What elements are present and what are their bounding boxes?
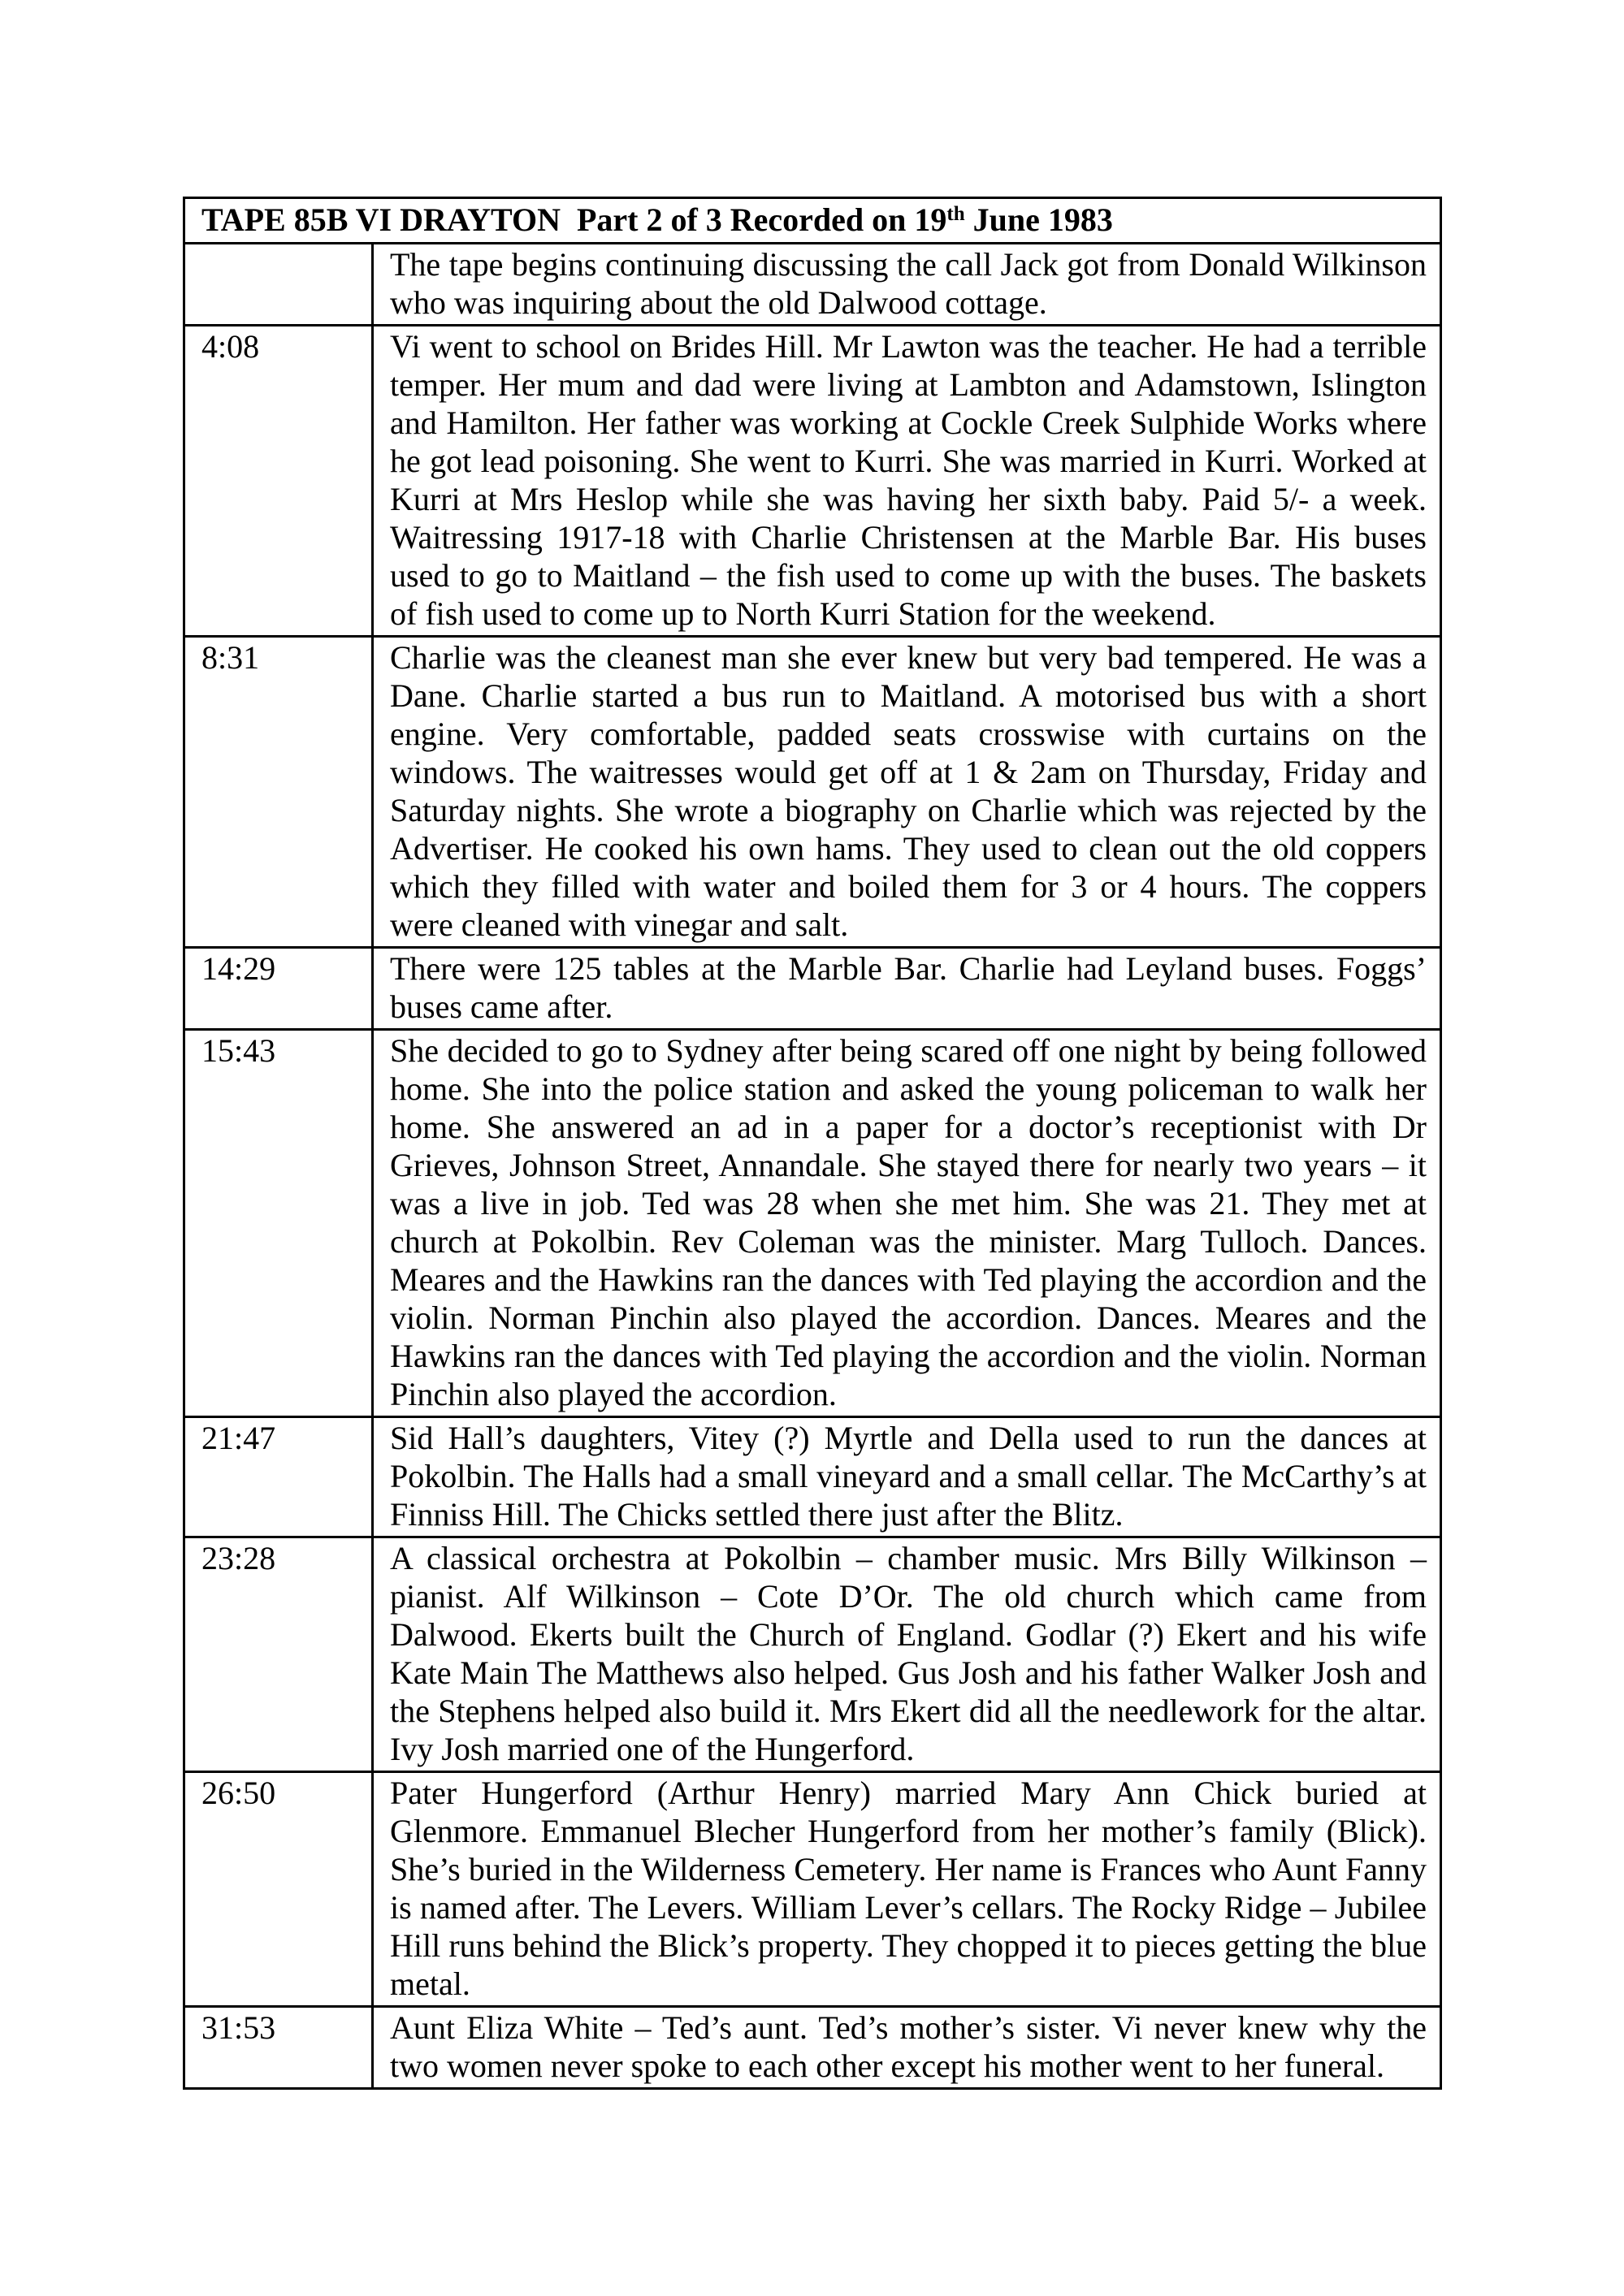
transcript-table <box>183 197 1442 2090</box>
text-cell: Pater Hungerford (Arthur Henry) married Mary Ann Chick buried at Glenmore. Emmanuel Blecher Hungerford from her mother’s family (Blick). She’s buried in the Wilderness Cemetery. Her name is Frances who Aunt Fanny is named after. The Levers. William Lever’s cellars. The Rocky Ridge – Jubilee Hill runs behind the Blick’s property. They chopped it to pieces getting the blue metal. <box>373 1772 1441 2007</box>
timestamp-cell: 26:50 <box>184 1772 373 2007</box>
timestamp-cell: 15:43 <box>184 1030 373 1417</box>
table-row <box>184 948 1441 1030</box>
table-row <box>184 1030 1441 1417</box>
text-cell: Vi went to school on Brides Hill. Mr Lawton was the teacher. He had a terrible temper. Her mum and dad were living at Lambton and Adamstown, Islington and Hamilton. Her father was working at Cockle Creek Sulphide Works where he got lead poisoning. She went to Kurri. She was married in Kurri. Worked at Kurri at Mrs Heslop while she was having her sixth baby. Paid 5/- a week. Waitressing 1917-18 with Charlie Christensen at the Marble Bar. His buses used to go to Maitland – the fish used to come up with the buses. The baskets of fish used to come up to North Kurri Station for the weekend. <box>373 326 1441 637</box>
timestamp-cell: 14:29 <box>184 948 373 1030</box>
text-cell: The tape begins continuing discussing the call Jack got from Donald Wilkinson who was inquiring about the old Dalwood cottage. <box>373 244 1441 326</box>
timestamp-cell: 4:08 <box>184 326 373 637</box>
timestamp-cell: 8:31 <box>184 637 373 948</box>
text-cell: Sid Hall’s daughters, Vitey (?) Myrtle and Della used to run the dances at Pokolbin. The Halls had a small vineyard and a small cellar. The McCarthy’s at Finniss Hill. The Chicks settled there just after the Blitz. <box>373 1417 1441 1537</box>
timestamp-cell: 21:47 <box>184 1417 373 1537</box>
text-cell: A classical orchestra at Pokolbin – chamber music. Mrs Billy Wilkinson – pianist. Alf Wilkinson – Cote D’Or. The old church which came from Dalwood. Ekerts built the Church of England. Godlar (?) Ekert and his wife Kate Main The Matthews also helped. Gus Josh and his father Walker Josh and the Stephens helped also build it. Mrs Ekert did all the needlework for the altar. Ivy Josh married one of the Hungerford. <box>373 1537 1441 1772</box>
title-superscript: th <box>946 203 965 225</box>
title-date: June 1983 <box>964 201 1113 238</box>
table-row <box>184 637 1441 948</box>
text-cell: She decided to go to Sydney after being scared off one night by being followed home. She into the police station and asked the young policeman to walk her home. She answered an ad in a paper for a doctor’s receptionist with Dr Grieves, Johnson Street, Annandale. She stayed there for nearly two years – it was a live in job. Ted was 28 when she met him. She was 21. They met at church at Pokolbin. Rev Coleman was the minister. Marg Tulloch. Dances. Meares and the Hawkins ran the dances with Ted playing the accordion and the violin. Norman Pinchin also played the accordion. Dances. Meares and the Hawkins ran the dances with Ted playing the accordion and the violin. Norman Pinchin also played the accordion. <box>373 1030 1441 1417</box>
timestamp-cell: 31:53 <box>184 2007 373 2089</box>
text-cell: Aunt Eliza White – Ted’s aunt. Ted’s mother’s sister. Vi never knew why the two women never spoke to each other except his mother went to her funeral. <box>373 2007 1441 2089</box>
title-text: TAPE 85B VI DRAYTON Part 2 of 3 Recorded on 19 <box>201 201 947 238</box>
text-cell: Charlie was the cleanest man she ever knew but very bad tempered. He was a Dane. Charlie started a bus run to Maitland. A motorised bus with a short engine. Very comfortable, padded seats crosswise with curtains on the windows. The waitresses would get off at 1 & 2am on Thursday, Friday and Saturday nights. She wrote a biography on Charlie which was rejected by the Advertiser. He cooked his own hams. They used to clean out the old coppers which they filled with water and boiled them for 3 or 4 hours. The coppers were cleaned with vinegar and salt. <box>373 637 1441 948</box>
table-row <box>184 326 1441 637</box>
table-row <box>184 1772 1441 2007</box>
table-row <box>184 1417 1441 1537</box>
table-header-row <box>184 198 1441 244</box>
table-title <box>184 198 1441 244</box>
table-row <box>184 244 1441 326</box>
table-row <box>184 2007 1441 2089</box>
table-row <box>184 1537 1441 1772</box>
text-cell: There were 125 tables at the Marble Bar. Charlie had Leyland buses. Foggs’ buses came after. <box>373 948 1441 1030</box>
timestamp-cell: 23:28 <box>184 1537 373 1772</box>
timestamp-cell <box>184 244 373 326</box>
